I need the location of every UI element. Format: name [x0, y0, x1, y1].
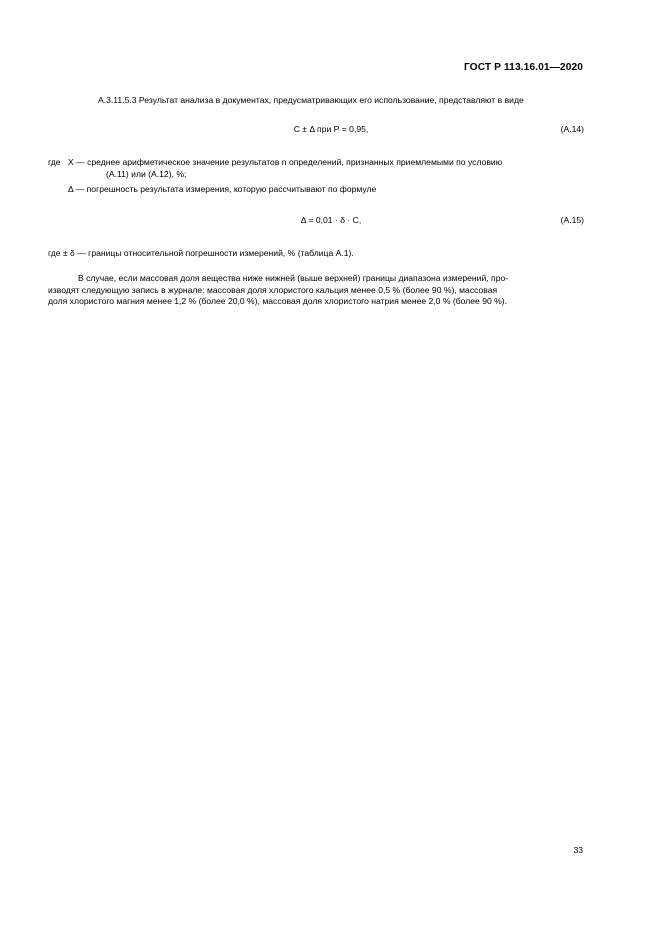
equation-number-a14: (А.14) — [560, 124, 584, 134]
closing-line1: В случае, если массовая доля вещества ниже нижней (выше верхней) границы диапазона измерений, про- — [78, 273, 509, 283]
equation-number-a15: (А.15) — [560, 215, 584, 225]
page-number: 33 — [573, 845, 583, 855]
closing-line2: изводят следующую запись в журнале: массовая доля хлористого кальция менее 0,5 % (более 90 %), массовая — [48, 284, 498, 295]
where-delta-bounds: где ± δ — границы относительной погрешности измерений, % (таблица А.1). — [48, 248, 354, 258]
delta-definition: Δ — погрешность результата измерения, которую рассчитывают по формуле — [68, 184, 377, 194]
x-definition-line2: (А.11) или (А.12), %; — [106, 168, 187, 179]
document-header: ГОСТ Р 113.16.01—2020 — [463, 62, 583, 73]
where-label: где — [48, 157, 61, 167]
x-definition — [68, 157, 584, 180]
formula-a15: Δ = 0,01 · δ · С, — [300, 215, 362, 225]
formula-a14-row — [78, 124, 584, 138]
closing-line3: доля хлористого магния менее 1,2 % (более 20,0 %), массовая доля хлористого натрия менее 2,0 % (более 90 %). — [48, 296, 508, 307]
closing-paragraph — [48, 273, 584, 308]
formula-a14: С ± Δ при Р = 0,95, — [293, 124, 369, 134]
section-a3-11-5-3: А.3.11.5.3 Результат анализа в документах, предусматривающих его использование, представляют в виде — [98, 95, 524, 105]
formula-a15-row — [78, 215, 584, 229]
x-definition-line1: X — среднее арифметическое значение результатов n определений, признанных приемлемыми по условию — [68, 157, 503, 167]
